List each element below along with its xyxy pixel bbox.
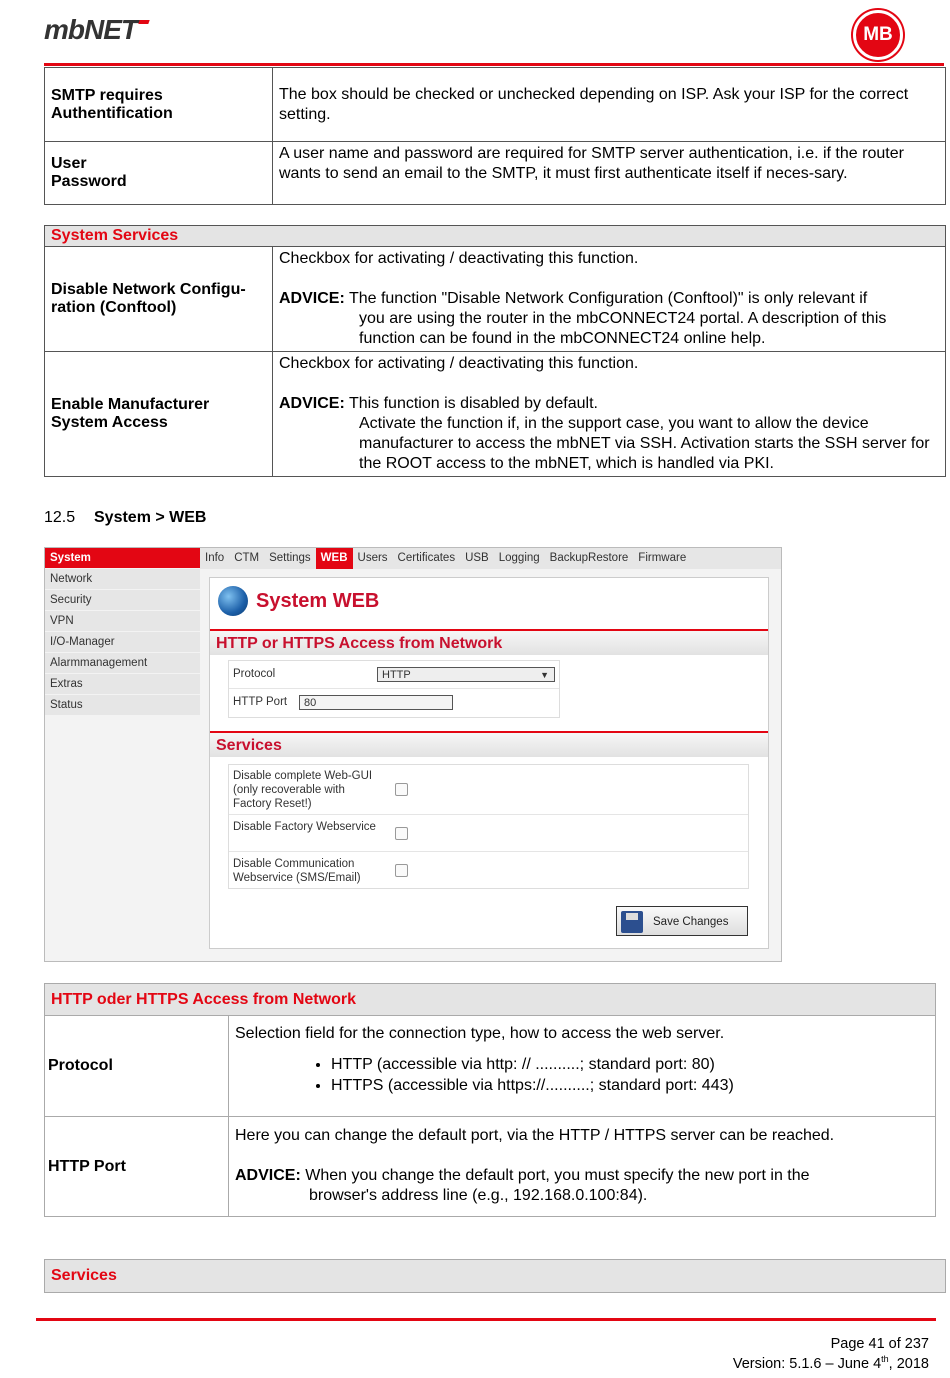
globe-icon: [218, 586, 248, 616]
protocol-select[interactable]: HTTP ▼: [377, 667, 555, 682]
http-access-bar: HTTP or HTTPS Access from Network: [210, 629, 768, 655]
section-title: System > WEB: [94, 509, 207, 526]
services-bar: Services: [210, 731, 768, 757]
top-tabs: [200, 548, 781, 569]
tab-firmware[interactable]: Firmware: [638, 552, 687, 564]
http-port-input[interactable]: 80: [299, 695, 453, 710]
tab-web[interactable]: WEB: [316, 548, 353, 569]
tab-users[interactable]: Users: [357, 552, 388, 564]
services-table: [44, 1259, 946, 1293]
service-label-factory: Disable Factory Webservice: [233, 821, 376, 833]
tab-usb[interactable]: USB: [465, 552, 489, 564]
bullet-http: • HTTP (accessible via http: // ..........; standard port: 80): [331, 1054, 929, 1075]
checkbox-disable-factory[interactable]: [395, 827, 408, 840]
section-system-services: System Services: [45, 226, 946, 247]
manufacturer-access-label: Enable Manufacturer System Access: [45, 352, 273, 477]
tab-settings[interactable]: Settings: [269, 552, 311, 564]
tab-ctm[interactable]: CTM: [234, 552, 260, 564]
smtp-table: [44, 67, 946, 205]
sidebar-item-system[interactable]: System: [45, 548, 200, 568]
section-http-access: HTTP oder HTTPS Access from Network: [45, 984, 936, 1016]
page-title: System WEB: [256, 590, 380, 612]
user-password-label: User Password: [45, 142, 273, 205]
tab-logging[interactable]: Logging: [498, 552, 540, 564]
section-services: Services: [45, 1260, 946, 1293]
system-services-table: [44, 225, 946, 477]
http-port-row-desc: Here you can change the default port, via the HTTP / HTTPS server can be reached. ADVICE: When you change the default port, you must specify the new port in the browser's address line (e.g., 192.168.0.100:84).: [229, 1117, 936, 1217]
mbnet-logo: mbNET: [44, 14, 149, 46]
version-info: Version: 5.1.6 – June 4th, 2018: [732, 1354, 929, 1372]
service-label-webgui: Disable complete Web-GUI (only recoverable with Factory Reset!): [233, 770, 373, 810]
sidebar-item-io-manager[interactable]: I/O-Manager: [45, 632, 200, 652]
service-label-communication: Disable Communication Webservice (SMS/Email): [233, 858, 361, 884]
sidebar-item-status[interactable]: Status: [45, 695, 200, 715]
http-form: [228, 660, 560, 718]
tab-info[interactable]: Info: [205, 552, 225, 564]
checkbox-disable-webgui[interactable]: [395, 783, 408, 796]
sidebar-item-vpn[interactable]: VPN: [45, 611, 200, 631]
footer-rule: [36, 1318, 936, 1321]
user-password-desc: A user name and password are required for SMTP server authentication, i.e. if the router wants to send an email to the SMTP, it must first authenticate itself if neces-sary.: [273, 142, 946, 205]
sidebar-menu: [45, 548, 200, 716]
content-panel: [209, 577, 769, 949]
http-port-row-label: HTTP Port: [45, 1117, 229, 1217]
smtp-auth-label: SMTP requires Authentification: [45, 68, 273, 142]
protocol-row-desc: Selection field for the connection type, how to access the web server. • HTTP (accessible via http: // ..........; standard port: 80) • HTTPS (accessible via https://..........; standard port: 443): [229, 1016, 936, 1117]
tab-certificates[interactable]: Certificates: [397, 552, 456, 564]
sidebar-item-alarmmanagement[interactable]: Alarmmanagement: [45, 653, 200, 673]
mb-logo-badge: MB: [853, 10, 903, 60]
chevron-down-icon: ▼: [540, 670, 549, 680]
conftool-desc: Checkbox for activating / deactivating this function. ADVICE: The function "Disable Network Configuration (Conftool)" is only relevant if you are using the router in the mbCONNECT24 portal. A description of this function can be found in the mbCONNECT24 online help.: [273, 247, 946, 352]
http-access-table: [44, 983, 936, 1217]
save-changes-button[interactable]: Save Changes: [616, 906, 748, 936]
services-form: [228, 764, 749, 889]
web-ui-screenshot: [44, 547, 782, 962]
section-number: 12.5: [44, 509, 76, 526]
http-port-label: HTTP Port: [233, 696, 288, 708]
sidebar-item-extras[interactable]: Extras: [45, 674, 200, 694]
manufacturer-access-desc: Checkbox for activating / deactivating this function. ADVICE: This function is disabled by default. Activate the function if, in the support case, you want to allow the device manufacturer to access the mbNET via SSH. Activation starts the SSH server for the ROOT access to the mbNET, which is handled via PKI.: [273, 352, 946, 477]
bullet-https: • HTTPS (accessible via https://..........; standard port: 443): [331, 1075, 929, 1096]
protocol-label: Protocol: [233, 668, 276, 680]
header-rule: [44, 63, 944, 66]
floppy-disk-icon: [621, 911, 643, 933]
tab-backuprestore[interactable]: BackupRestore: [549, 552, 629, 564]
protocol-row-label: Protocol: [45, 1016, 229, 1117]
sidebar-item-security[interactable]: Security: [45, 590, 200, 610]
conftool-label: Disable Network Configu-ration (Conftool): [45, 247, 273, 352]
page-number: Page 41 of 237: [830, 1336, 929, 1352]
sidebar-item-network[interactable]: Network: [45, 569, 200, 589]
smtp-auth-desc: The box should be checked or unchecked depending on ISP. Ask your ISP for the correct setting.: [273, 68, 946, 142]
checkbox-disable-communication[interactable]: [395, 864, 408, 877]
